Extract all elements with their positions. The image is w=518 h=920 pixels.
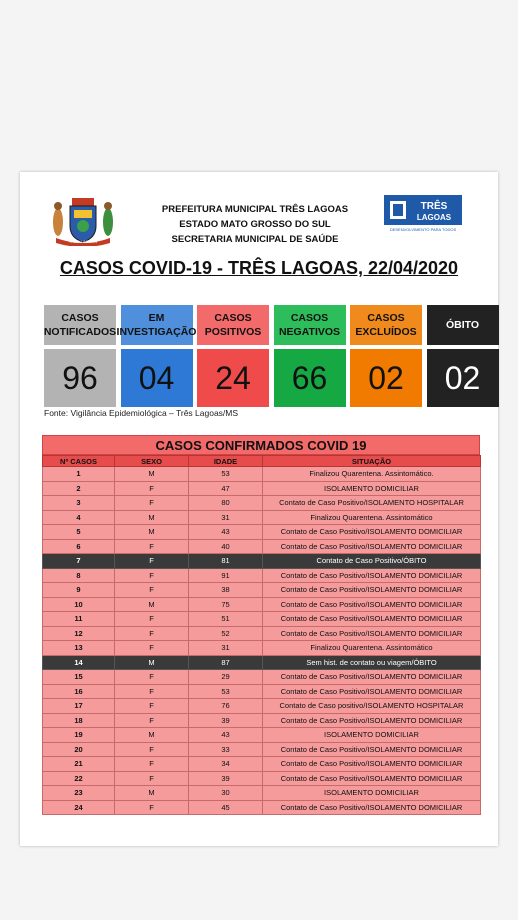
cell-numero: 3	[43, 496, 115, 511]
cell-situacao: Contato de Caso positivo/ISOLAMENTO HOSPITALAR	[263, 699, 481, 714]
table-header-row	[43, 456, 481, 467]
header-line-3: SECRETARIA MUNICIPAL DE SAÚDE	[171, 234, 339, 245]
cell-idade: 91	[189, 568, 263, 583]
cell-situacao: Contato de Caso Positivo/ISOLAMENTO DOMICILIAR	[263, 626, 481, 641]
cell-situacao: Contato de Caso Positivo/ISOLAMENTO DOMICILIAR	[263, 713, 481, 728]
table-row	[43, 597, 481, 612]
cell-numero: 17	[43, 699, 115, 714]
cell-idade: 31	[189, 641, 263, 656]
cell-numero: 9	[43, 583, 115, 598]
svg-text:TRÊS LAGOAS: TRÊS LAGOAS	[68, 239, 98, 244]
summary-value-5: 02	[427, 349, 499, 407]
cell-sexo: F	[115, 583, 189, 598]
table-row	[43, 757, 481, 772]
cell-numero: 12	[43, 626, 115, 641]
svg-text:DESENVOLVIMENTO PARA TODOS: DESENVOLVIMENTO PARA TODOS	[389, 227, 457, 232]
col-header-situacao: SITUAÇÃO	[263, 456, 481, 467]
table-row	[43, 771, 481, 786]
cell-numero: 6	[43, 539, 115, 554]
summary-value-4: 02	[350, 349, 422, 407]
cell-numero: 7	[43, 554, 115, 569]
table-row	[43, 496, 481, 511]
cell-sexo: F	[115, 612, 189, 627]
cell-idade: 52	[189, 626, 263, 641]
cell-idade: 38	[189, 583, 263, 598]
cell-sexo: F	[115, 800, 189, 815]
cell-idade: 39	[189, 713, 263, 728]
cell-numero: 13	[43, 641, 115, 656]
cell-numero: 16	[43, 684, 115, 699]
table-row	[43, 554, 481, 569]
table-row	[43, 525, 481, 540]
cell-sexo: F	[115, 568, 189, 583]
summary-label-2	[197, 305, 269, 345]
cell-idade: 31	[189, 510, 263, 525]
cell-idade: 43	[189, 525, 263, 540]
cell-numero: 20	[43, 742, 115, 757]
cell-numero: 21	[43, 757, 115, 772]
cell-sexo: M	[115, 786, 189, 801]
table-row	[43, 539, 481, 554]
cell-idade: 34	[189, 757, 263, 772]
summary-label-line-2: NEGATIVOS	[278, 326, 341, 338]
cases-table	[42, 455, 481, 815]
table-row	[43, 626, 481, 641]
cell-situacao: Contato de Caso Positivo/ISOLAMENTO DOMICILIAR	[263, 597, 481, 612]
source-note: Fonte: Vigilância Epidemiológica – Três Lagoas/MS	[44, 408, 239, 418]
cell-situacao: Contato de Caso Positivo/ISOLAMENTO DOMICILIAR	[263, 539, 481, 554]
summary-label-line-1: CASOS	[367, 312, 405, 324]
cell-situacao: ISOLAMENTO DOMICILIAR	[263, 786, 481, 801]
table-row	[43, 655, 481, 670]
cell-idade: 39	[189, 771, 263, 786]
cell-sexo: M	[115, 597, 189, 612]
cell-numero: 8	[43, 568, 115, 583]
cell-idade: 51	[189, 612, 263, 627]
cell-numero: 18	[43, 713, 115, 728]
cell-idade: 87	[189, 655, 263, 670]
summary-label-line-2: POSITIVOS	[204, 326, 262, 338]
summary-label-line-1: CASOS	[290, 312, 329, 324]
cell-sexo: F	[115, 757, 189, 772]
cell-numero: 5	[43, 525, 115, 540]
cell-idade: 80	[189, 496, 263, 511]
cell-numero: 1	[43, 467, 115, 482]
cell-sexo: F	[115, 771, 189, 786]
table-row	[43, 568, 481, 583]
cell-idade: 75	[189, 597, 263, 612]
table-title: CASOS CONFIRMADOS COVID 19	[42, 435, 480, 455]
cell-sexo: M	[115, 728, 189, 743]
cell-idade: 33	[189, 742, 263, 757]
municipal-crest-icon	[46, 196, 120, 246]
cell-situacao: Contato de Caso Positivo/ISOLAMENTO DOMICILIAR	[263, 684, 481, 699]
cell-sexo: M	[115, 525, 189, 540]
cell-idade: 81	[189, 554, 263, 569]
col-header-idade: IDADE	[189, 456, 263, 467]
tres-lagoas-logo-icon	[384, 195, 462, 233]
cell-idade: 30	[189, 786, 263, 801]
table-row	[43, 713, 481, 728]
header-line-1: PREFEITURA MUNICIPAL TRÊS LAGOAS	[161, 204, 349, 215]
cell-situacao: Contato de Caso Positivo/ISOLAMENTO DOMICILIAR	[263, 612, 481, 627]
cell-situacao: Contato de Caso Positivo/ISOLAMENTO DOMICILIAR	[263, 670, 481, 685]
cell-situacao: Contato de Caso Positivo/ISOLAMENTO DOMICILIAR	[263, 771, 481, 786]
table-row	[43, 481, 481, 496]
table-row	[43, 699, 481, 714]
summary-label-5	[427, 305, 499, 345]
summary-label-line-1: ÓBITO	[445, 319, 480, 331]
summary-value-0: 96	[44, 349, 116, 407]
cell-situacao: ISOLAMENTO DOMICILIAR	[263, 481, 481, 496]
summary-value-2: 24	[197, 349, 269, 407]
table-row	[43, 728, 481, 743]
header-text	[120, 202, 390, 247]
cell-idade: 40	[189, 539, 263, 554]
cell-situacao: ISOLAMENTO DOMICILIAR	[263, 728, 481, 743]
table-row	[43, 641, 481, 656]
cell-numero: 24	[43, 800, 115, 815]
header	[20, 172, 498, 252]
cell-sexo: F	[115, 641, 189, 656]
cell-situacao: Contato de Caso Positivo/ISOLAMENTO DOMICILIAR	[263, 583, 481, 598]
cell-numero: 15	[43, 670, 115, 685]
table-row	[43, 583, 481, 598]
page-title: CASOS COVID-19 - TRÊS LAGOAS, 22/04/2020	[59, 258, 459, 278]
table-row	[43, 742, 481, 757]
summary-label-line-2: EXCLUÍDOS	[355, 326, 417, 338]
summary-label-line-2: NOTIFICADOS	[43, 326, 117, 338]
cell-situacao: Contato de Caso Positivo/ISOLAMENTO DOMICILIAR	[263, 568, 481, 583]
cell-situacao: Sem hist. de contato ou viagem/ÓBITO	[263, 655, 481, 670]
summary-label-line-2: INVESTIGAÇÃO	[116, 326, 197, 338]
cell-numero: 4	[43, 510, 115, 525]
cell-sexo: F	[115, 481, 189, 496]
cell-sexo: F	[115, 670, 189, 685]
cell-idade: 53	[189, 684, 263, 699]
cell-numero: 23	[43, 786, 115, 801]
cell-situacao: Contato de Caso Positivo/ISOLAMENTO HOSPITALAR	[263, 496, 481, 511]
cell-situacao: Finalizou Quarentena. Assintomático	[263, 510, 481, 525]
col-header-sexo: SEXO	[115, 456, 189, 467]
table-row	[43, 800, 481, 815]
cell-sexo: F	[115, 713, 189, 728]
summary-label-1	[116, 305, 197, 345]
table-row	[43, 510, 481, 525]
cell-situacao: Finalizou Quarentena. Assintomático	[263, 641, 481, 656]
cell-sexo: F	[115, 742, 189, 757]
summary-label-line-1: EM	[148, 312, 165, 324]
summary-label-0	[44, 305, 116, 345]
svg-text:TRÊS: TRÊS	[420, 201, 448, 212]
cell-situacao: Contato de Caso Positivo/ISOLAMENTO DOMICILIAR	[263, 525, 481, 540]
cell-situacao: Contato de Caso Positivo/ÓBITO	[263, 554, 481, 569]
table-row	[43, 670, 481, 685]
table-row	[43, 612, 481, 627]
cell-sexo: F	[115, 539, 189, 554]
cell-sexo: F	[115, 626, 189, 641]
cell-idade: 43	[189, 728, 263, 743]
cell-numero: 11	[43, 612, 115, 627]
summary-label-3	[274, 305, 346, 345]
col-header-numero: Nº CASOS	[43, 456, 115, 467]
bulletin-sheet	[20, 172, 498, 846]
cell-idade: 45	[189, 800, 263, 815]
cell-idade: 53	[189, 467, 263, 482]
cell-numero: 14	[43, 655, 115, 670]
cell-sexo: F	[115, 496, 189, 511]
summary-label-4	[350, 305, 422, 345]
cell-numero: 19	[43, 728, 115, 743]
cell-numero: 22	[43, 771, 115, 786]
cell-idade: 76	[189, 699, 263, 714]
summary-value-3: 66	[274, 349, 346, 407]
summary-value-1: 04	[121, 349, 193, 407]
cell-sexo: F	[115, 684, 189, 699]
confirmed-cases-table	[42, 435, 480, 815]
cell-sexo: M	[115, 467, 189, 482]
cell-sexo: F	[115, 699, 189, 714]
header-line-2: ESTADO MATO GROSSO DO SUL	[179, 219, 331, 230]
cell-situacao: Contato de Caso Positivo/ISOLAMENTO DOMICILIAR	[263, 742, 481, 757]
cell-situacao: Contato de Caso Positivo/ISOLAMENTO DOMICILIAR	[263, 800, 481, 815]
svg-text:LAGOAS: LAGOAS	[416, 213, 452, 222]
cell-numero: 10	[43, 597, 115, 612]
summary-label-line-1: CASOS	[214, 312, 252, 324]
cell-idade: 47	[189, 481, 263, 496]
cell-sexo: M	[115, 655, 189, 670]
table-row	[43, 684, 481, 699]
cell-idade: 29	[189, 670, 263, 685]
table-row	[43, 786, 481, 801]
summary-label-line-1: CASOS	[61, 312, 99, 324]
cell-sexo: F	[115, 554, 189, 569]
cell-numero: 2	[43, 481, 115, 496]
cell-situacao: Finalizou Quarentena. Assintomático.	[263, 467, 481, 482]
table-row	[43, 467, 481, 482]
cell-situacao: Contato de Caso Positivo/ISOLAMENTO DOMICILIAR	[263, 757, 481, 772]
cell-sexo: M	[115, 510, 189, 525]
